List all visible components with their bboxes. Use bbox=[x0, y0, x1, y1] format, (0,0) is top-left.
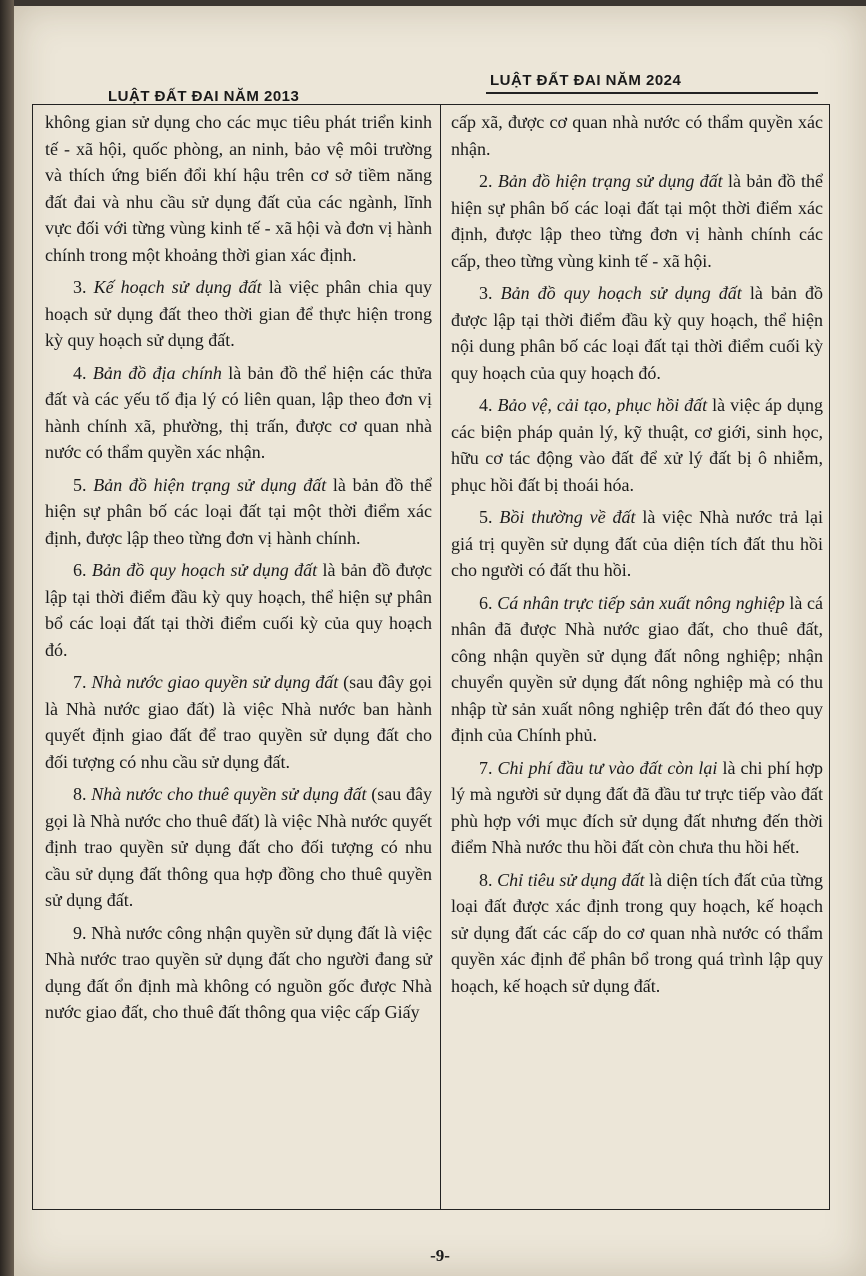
right-p3-text: là bản đồ được lập tại thời điểm đầu kỳ quy hoạch, thể hiện nội dung phân bố các loại đất tại thời điểm cuối kỳ quy hoạch của quy hoạch đó. bbox=[451, 283, 824, 383]
left-paragraph-continued: không gian sử dụng cho các mục tiêu phát triển kinh tế - xã hội, quốc phòng, an ninh, bảo vệ môi trường và thích ứng biến đổi khí hậu trên cơ sở tiềm năng đất đai và nhu cầu sử dụng đất của các ngành, lĩnh vực đối với từng vùng kinh tế - xã hội và đơn vị hành chính trong một khoảng thời gian xác định. bbox=[45, 112, 432, 265]
book-spine-shadow bbox=[0, 0, 14, 1276]
left-p4-number: 4. bbox=[73, 362, 93, 383]
right-paragraph-2 bbox=[451, 168, 823, 274]
header-left-title: LUẬT ĐẤT ĐAI NĂM 2013 bbox=[108, 88, 300, 105]
left-p7-number: 7. bbox=[73, 672, 92, 692]
right-p3-term: Bản đồ quy hoạch sử dụng đất bbox=[500, 283, 742, 303]
right-p7-term: Chi phí đầu tư vào đất còn lại bbox=[497, 757, 718, 778]
left-p7-text: (sau đây gọi là Nhà nước giao đất) là việc Nhà nước ban hành quyết định giao đất để trao quyền sử dụng đất cho đối tượng có nhu cầu sử dụng đất. bbox=[45, 672, 432, 772]
right-paragraph-6 bbox=[451, 590, 823, 749]
right-p3-number: 3. bbox=[479, 283, 501, 303]
left-p6-text: là bản đồ được lập tại thời điểm đầu kỳ quy hoạch, thể hiện sự phân bổ các loại đất tại thời điểm cuối kỳ của quy hoạch đó. bbox=[45, 560, 433, 660]
right-p4-text: là việc áp dụng các biện pháp quản lý, kỹ thuật, cơ giới, sinh học, hữu cơ tác động vào đất để xử lý đất bị ô nhiễm, phục hồi đất bị thoái hóa. bbox=[451, 395, 823, 495]
right-p7-number: 7. bbox=[479, 757, 498, 778]
left-p4-text: là bản đồ thể hiện các thửa đất và các yếu tố địa lý có liên quan, lập theo đơn vị hành chính xã, phường, thị trấn, được cơ quan nhà nước có thẩm quyền xác nhận. bbox=[45, 362, 432, 462]
right-paragraph-4 bbox=[451, 392, 823, 498]
left-paragraph-7 bbox=[45, 669, 432, 775]
column-2013 bbox=[33, 105, 441, 1209]
right-p6-text: là cá nhân đã được Nhà nước giao đất, cho thuê đất, công nhận quyền sử dụng đất nông nghiệp; nhận chuyển quyền sử dụng đất nông nghiệp mà có thu nhập từ sản xuất nông nghiệp trên đất đó theo quy định của Chính phủ. bbox=[451, 592, 824, 745]
left-p6-number: 6. bbox=[73, 560, 92, 580]
column-2024 bbox=[441, 105, 829, 1209]
right-p8-term: Chỉ tiêu sử dụng đất bbox=[497, 869, 645, 890]
right-p8-number: 8. bbox=[479, 869, 498, 890]
right-p5-number: 5. bbox=[479, 507, 500, 527]
left-p3-text: là việc phân chia quy hoạch sử dụng đất theo thời gian để thực hiện trong kỳ quy hoạch sử dụng đất. bbox=[45, 277, 432, 350]
left-p3-term: Kế hoạch sử dụng đất bbox=[93, 277, 262, 297]
left-paragraph-3 bbox=[45, 274, 432, 354]
left-p7-term: Nhà nước giao quyền sử dụng đất bbox=[91, 672, 339, 692]
left-paragraph-4 bbox=[45, 360, 432, 466]
left-p3-number: 3. bbox=[73, 277, 94, 297]
left-paragraph-9: 9. Nhà nước công nhận quyền sử dụng đất là việc Nhà nước trao quyền sử dụng đất cho người đang sử dụng đất ổn định mà không có nguồn gốc được Nhà nước giao đất, cho thuê đất thông qua việc cấp Giấy bbox=[45, 922, 432, 1022]
left-p8-number: 8. bbox=[73, 784, 92, 804]
right-p2-number: 2. bbox=[479, 171, 498, 191]
right-p8-text: là diện tích đất của từng loại đất được xác định trong quy hoạch, kế hoạch sử dụng đất các cấp do cơ quan nhà nước có thẩm quyền xác định để phân bổ trong quá trình lập quy hoạch, kế hoạch sử dụng đất. bbox=[451, 869, 823, 996]
right-p2-text: là bản đồ thể hiện sự phân bố các loại đất tại một thời điểm xác định, được lập theo từng đơn vị hành chính các cấp, theo từng vùng kinh tế - xã hội. bbox=[451, 171, 823, 271]
header-underline bbox=[486, 92, 818, 94]
left-paragraph-8 bbox=[45, 781, 432, 914]
right-p5-text: là việc Nhà nước trả lại giá trị quyền sử dụng đất của diện tích đất thu hồi cho người có đất thu hồi. bbox=[451, 507, 824, 580]
left-p8-text: (sau đây gọi là Nhà nước cho thuê đất) là việc Nhà nước quyết định trao quyền sử dụng đất cho đối tượng có nhu cầu sử dụng đất thông qua hợp đồng cho thuê quyền sử dụng đất. bbox=[45, 784, 433, 910]
right-paragraph-7 bbox=[451, 755, 823, 861]
left-p4-term: Bản đồ địa chính bbox=[92, 362, 222, 383]
left-p6-term: Bản đồ quy hoạch sử dụng đất bbox=[91, 560, 318, 580]
left-paragraph-6 bbox=[45, 557, 432, 663]
right-p2-term: Bản đồ hiện trạng sử dụng đất bbox=[497, 171, 723, 191]
right-p5-term: Bồi thường về đất bbox=[499, 507, 636, 527]
right-paragraph-5 bbox=[451, 504, 823, 584]
document-page bbox=[14, 6, 866, 1276]
left-p5-text: là bản đồ thể hiện sự phân bố các loại đất tại một thời điểm xác định, được lập theo từng đơn vị hành chính. bbox=[45, 474, 432, 548]
right-paragraph-3 bbox=[451, 280, 823, 386]
comparison-table bbox=[32, 104, 830, 1210]
left-p5-term: Bản đồ hiện trạng sử dụng đất bbox=[93, 474, 327, 495]
right-p6-term: Cá nhân trực tiếp sản xuất nông nghiệp bbox=[497, 592, 785, 613]
right-p6-number: 6. bbox=[479, 592, 498, 613]
right-p4-term: Bảo vệ, cải tạo, phục hồi đất bbox=[497, 395, 708, 415]
right-p4-number: 4. bbox=[479, 395, 498, 415]
right-paragraph-8 bbox=[451, 867, 823, 1000]
page-number: -9- bbox=[430, 1246, 450, 1265]
left-p8-term: Nhà nước cho thuê quyền sử dụng đất bbox=[91, 784, 367, 804]
header-right-title: LUẬT ĐẤT ĐAI NĂM 2024 bbox=[490, 72, 682, 89]
left-p5-number: 5. bbox=[73, 474, 94, 495]
left-paragraph-5 bbox=[45, 472, 432, 552]
right-p7-text: là chi phí hợp lý mà người sử dụng đất đã đầu tư trực tiếp vào đất phù hợp với mục đích sử dụng đất nhưng đến thời điểm Nhà nước thu hồi đất còn chưa thu hồi hết. bbox=[451, 757, 823, 857]
right-paragraph-continued: cấp xã, được cơ quan nhà nước có thẩm quyền xác nhận. bbox=[451, 112, 823, 159]
